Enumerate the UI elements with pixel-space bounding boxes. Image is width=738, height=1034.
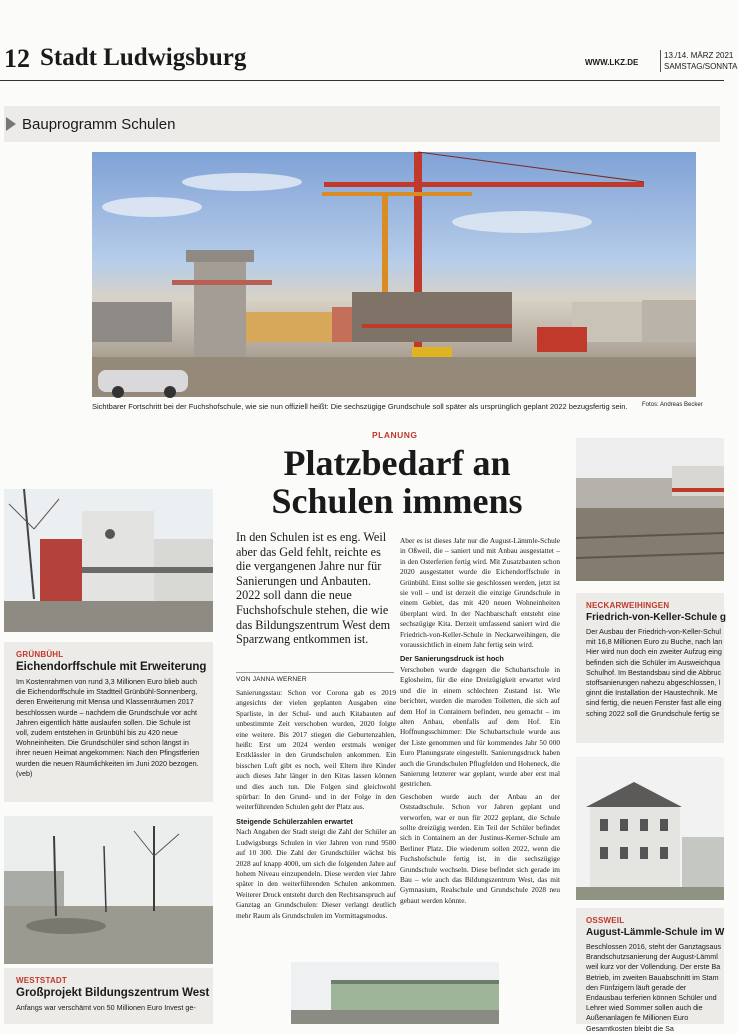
box-title: August-Lämmle-Schule im W — [586, 927, 725, 938]
department-title: Stadt Ludwigsburg — [40, 44, 247, 71]
article-byline: VON JANNA WERNER — [236, 676, 307, 683]
box-kicker: GRÜNBÜHL — [16, 650, 64, 659]
box-title: Großprojekt Bildungszentrum West — [16, 987, 210, 999]
paragraph: Verschoben wurde dagegen die Schubartschule in Eglosheim, für die eine Dreizügigkeit erwartet wird und die in einem schlechten Zustand ist. Wie berichtet, wurden die maroden Toiletten, die sich auf dem Hof in Containern befinden, neu gemacht – im alten Anbau, ebenfalls auf dem Hof. Ein Hoffnungsschimmer: Die Schubartschule wurde aus der Liste genommen und für kommendes Jahr 50 000 Euro Planungsrate eingestellt. Sanierungsdruck haben auch die Grundschulen Pflugfelden und Hoheneck, die Sanierung letzterer war geplant, wurde aber erst mal gestrichen. — [400, 664, 560, 789]
box-body: Im Kostenrahmen von rund 3,3 Millionen Euro blieb auch die Eichendorffschule im Stadtteil Grünbühl-Sonnenberg, deren Erweiterung mit Mensa und Klassenräumen 2017 beschlossen wurde – nachdem die Grundschule vor acht Jahren eigentlich hätte auslaufen sollen. Die Schule ist voll, zudem entstehen in Grünbühl bis zu 420 neue Wohneinheiten. Die Grundschüler sind schon längst in ihrer neuen Heimat angekommen: Nach den Pfingstferien wurden die neuen Räumlichkeiten im Juni 2020 bezogen. (veb) — [16, 677, 200, 778]
info-box-ossweil — [576, 908, 725, 1033]
main-photo — [92, 152, 696, 397]
play-arrow-icon — [6, 117, 16, 131]
website-url[interactable]: WWW.LKZ.DE — [585, 58, 639, 67]
article-column-1 — [236, 688, 396, 921]
headline-line-2: Schulen immens — [271, 481, 523, 521]
new-building-photo — [291, 962, 499, 1024]
info-box-gruenbuehl — [4, 642, 213, 802]
eichendorffschule-photo — [4, 489, 213, 632]
info-box-neckarweihingen — [576, 593, 727, 743]
paragraph: Aber es ist dieses Jahr nur die August-Lämmle-Schule in Oßweil, die – saniert und mit Anbau ausgestattet – in den Osterferien fertig wird. Mit Zusatzbauten schon 2020 ausgestattet wurde die Eichendorffschule in Grünbühl. Einst sollte sie geschlossen werden, jetzt ist sie voll – und ist derzeit die einzige Grundschule in einem Gebiet, das mit 420 neuen Wohneinheiten überplant wird. In der Nachbarschaft entsteht eine sechszügige Kita. Derzeit umfassend saniert wird die Friedrich-von-Keller-Schule in Neckarweihingen, die voraussichtlich in einem Jahr fertig sein wird. — [400, 536, 560, 650]
box-body: Der Ausbau der Friedrich-von-Keller-Schul mit 16,8 Millionen Euro zu Buche, nach lan Hier wird nun doch ein zweiter Aufzug eing befinden sich die Schüler im Ausweichqua Schulhof. Im Bestandsbau sind die Abbruc stoffsanierungen nahezu abgeschlossen, l ginnt die Installation der Haustechnik. Me sind fertig, die neuen Fenster fast alle eing sching 2022 soll die Grundschule fertig se — [586, 627, 723, 718]
box-title: Eichendorffschule mit Erweiterung — [16, 661, 207, 673]
byline-rule — [236, 672, 394, 673]
paragraph: Nach Angaben der Stadt steigt die Zahl der Schüler an Ludwigsburgs Schulen in vier Jahren von rund 9500 auf 10 300. Die Zahl der Grundschüler wächst bis 2028 auf knapp 4000, um sich die folgenden Jahre auf hohem Niveau einzupendeln. Diese werden vier Jahre später in den weiterführenden Schulen ankommen. Weiterer Druck entsteht durch den Rechtsanspruch auf Ganztag an Grundschulen: Dieser verlangt deutlich mehr Raum als Grundschulen im Vormittagsmodus. — [236, 827, 396, 920]
box-body: Beschlossen 2016, steht der Ganztagsaus Brandschutzsanierung der August-Lämml weil kurz vor der Vollendung. Der erste Ba Betrieb, im zweiten Bauabschnitt im Stam den Fünfzigern läuft gerade der Endausbau terferien können Schüler und Lehrer wied Sommer sollen auch die Außenanlagen fe Millionen Euro Gesamtkosten bleibt die Sa — [586, 942, 722, 1033]
masthead-rule — [0, 80, 724, 81]
box-title: Friedrich-von-Keller-Schule g — [586, 612, 727, 623]
main-photo-caption: Sichtbarer Fortschritt bei der Fuchshofschule, wie sie nun offiziell heißt: Die sechszügige Grundschule soll später als ursprünglich geplant 2022 bezugsfertig sein. — [92, 402, 628, 411]
article-headline — [232, 444, 562, 520]
schoolyard-illustration — [4, 816, 213, 964]
issue-date — [660, 50, 738, 72]
article-kicker: PLANUNG — [372, 430, 418, 440]
info-box-weststadt — [4, 968, 213, 1024]
paragraph: Sanierungsstau: Schon vor Corona gab es 2019 angesichts der vielen geplanten Ausgaben eine Sparliste, in der Schul- und auch Kitabauten auf unbestimmte Zeit verschoben wurden, 2020 folgte eine weitere. Bis 2017 stiegen die Geburtenzahlen, heißt: Erst um 2024 werden erstmals weniger Erstklässler in den Grundschulen ankommen. Ein bisschen Luft gibt es noch, weil Eltern ihre Kinder auch dieses Jahr länger in den Kitas lassen können und dies auch tun. Die Folgen sind gleichwohl spürbar: In den Grund- und in der Folge in den weiterführenden Schulen geht der Platz aus. — [236, 688, 396, 812]
series-label: Bauprogramm Schulen — [22, 116, 176, 133]
page-number: 12 — [4, 44, 30, 73]
box-body: Anfangs war verschämt von 50 Millionen Euro Invest ge- — [16, 1003, 196, 1012]
box-kicker: WESTSTADT — [16, 976, 67, 985]
article-column-2 — [400, 536, 560, 906]
photo-credit: Fotos: Andreas Becker — [642, 402, 703, 408]
villa-illustration — [576, 757, 724, 900]
article-lead: In den Schulen ist es eng. Weil aber das Geld fehlt, reichte es die vergangenen Jahre nur für Sanierungen und Anbauten. 2022 soll dann die neue Fuchshofschule stehen, die wie das Bildungszentrum West dem Sparzwang entkommen ist. — [236, 530, 391, 647]
subheading: Steigende Schülerzahlen erwartet — [236, 816, 353, 826]
issue-date-line1: 13./14. MÄRZ 2021 — [664, 51, 734, 60]
issue-date-line2: SAMSTAG/SONNTA — [664, 62, 738, 71]
construction-site-illustration — [92, 152, 696, 397]
box-kicker: NECKARWEIHINGEN — [586, 601, 670, 610]
box-kicker: OSSWEIL — [586, 916, 625, 925]
paragraph: Geschoben wurde auch der Anbau an der Oststadtschule. Schon vor Jahren geplant und verworfen, war er nun für 2022 geplant, die Schule sollte dreizügig werden. Ein Teil der Schüler befindet sich in Containern an der Justinus-Kerner-Schule am Berliner Platz. Die wiederum sollen 2022, wenn die Fuchshofschule fertig ist, in die sechszügige Grundschule wechseln. Diese befindet sich gerade im Bau – wie auch das Bildungszentrum West, das mit Gymnasium, Realschule und Grundschule 2028 neu gebaut werden könnte. — [400, 791, 560, 905]
subheading: Der Sanierungsdruck ist hoch — [400, 654, 504, 664]
headline-line-1: Platzbedarf an — [283, 443, 511, 483]
bildungszentrum-photo — [4, 816, 213, 964]
construction-illustration — [576, 438, 724, 581]
august-laemmle-schule-photo — [576, 757, 724, 900]
school-building-illustration — [4, 489, 213, 632]
keller-schule-photo — [576, 438, 724, 581]
modern-building-illustration — [291, 962, 499, 1024]
